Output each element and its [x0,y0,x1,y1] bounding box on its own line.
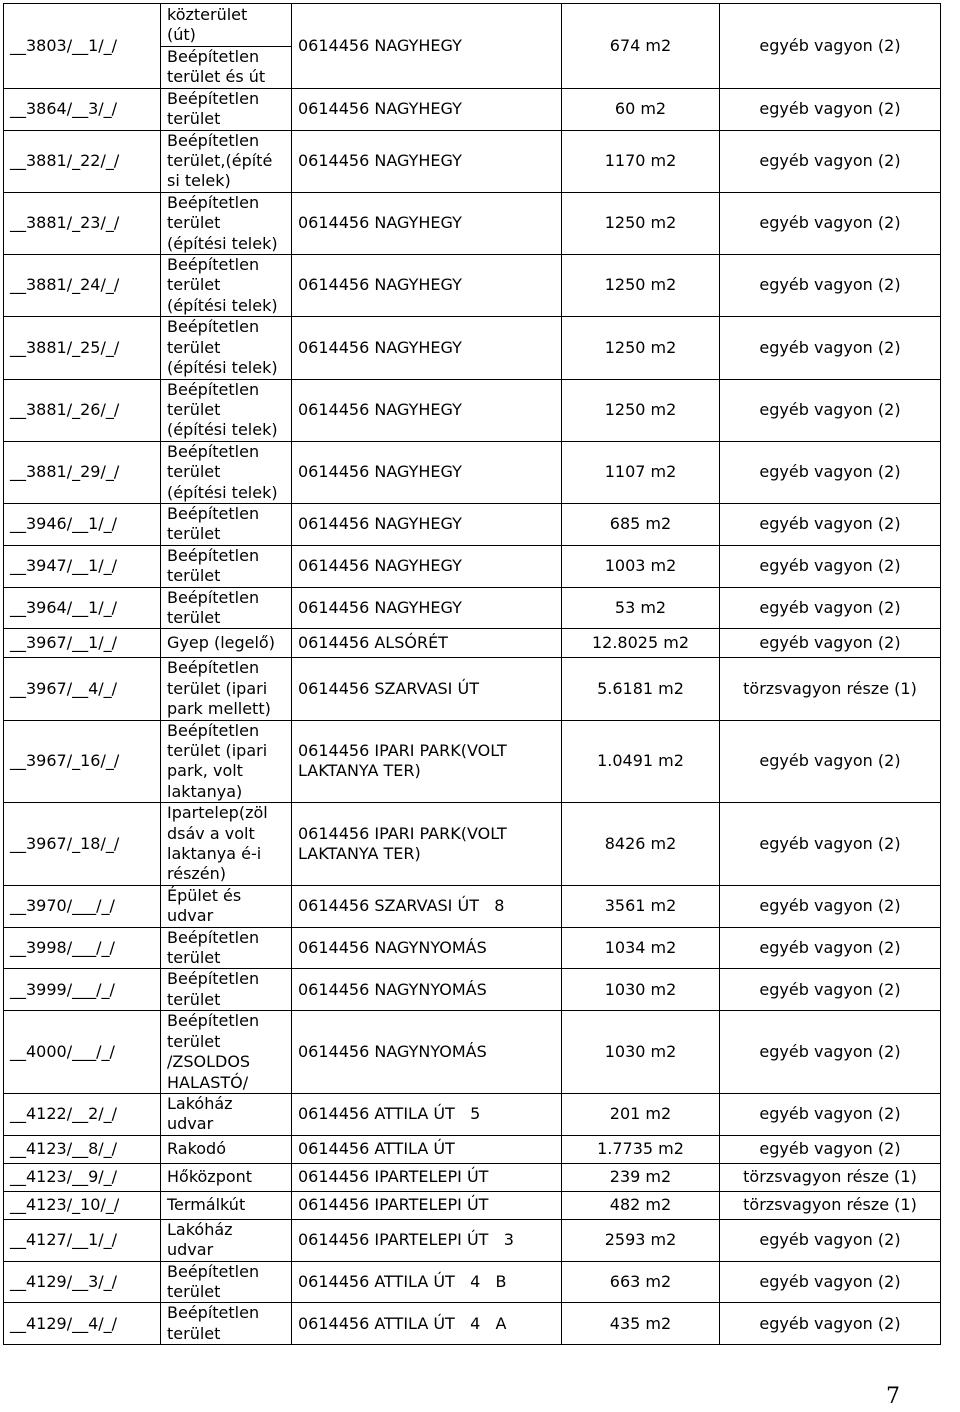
parcel-number-cell: __3999/___/_/ [4,969,161,1011]
location-cell: 0614456 NAGYHEGY [292,441,562,503]
area-cell: 1030 m2 [562,969,720,1011]
parcel-number-cell: __3970/___/_/ [4,885,161,927]
table-row [4,545,941,587]
land-use-cell: Beépítetlen terület (ipari park mellett) [161,658,292,720]
location-cell: 0614456 NAGYHEGY [292,317,562,379]
land-use-cell: Ipartelep(zöl dsáv a volt laktanya é-i részén) [161,803,292,886]
location-cell: 0614456 NAGYHEGY [292,255,562,317]
location-cell: 0614456 SZARVASI ÚT 8 [292,885,562,927]
table-row [4,192,941,254]
land-use-cell: Beépítetlen terület és út [161,47,292,89]
table-row [4,803,941,886]
area-cell: 12.8025 m2 [562,629,720,658]
table-row [4,503,941,545]
category-cell: egyéb vagyon (2) [720,803,941,886]
land-use-cell: Beépítetlen terület (ipari park, volt laktanya) [161,720,292,803]
location-cell: 0614456 IPARTELEPI ÚT [292,1163,562,1191]
table-row [4,317,941,379]
land-use-cell: Beépítetlen terület [161,969,292,1011]
table-row [4,720,941,803]
category-cell: egyéb vagyon (2) [720,1093,941,1135]
parcel-number-cell: __3881/_22/_/ [4,130,161,192]
area-cell: 1.0491 m2 [562,720,720,803]
category-cell: törzsvagyon része (1) [720,1163,941,1191]
category-cell: törzsvagyon része (1) [720,1191,941,1219]
table-row [4,88,941,130]
table-row [4,1261,941,1303]
area-cell: 201 m2 [562,1093,720,1135]
table-row [4,130,941,192]
parcel-number-cell: __3881/_29/_/ [4,441,161,503]
parcel-number-cell: __4127/__1/_/ [4,1219,161,1261]
category-cell: egyéb vagyon (2) [720,88,941,130]
parcel-number-cell: __3967/__1/_/ [4,629,161,658]
parcel-number-cell: __3967/_16/_/ [4,720,161,803]
land-use-cell: Lakóház udvar [161,1093,292,1135]
location-cell: 0614456 NAGYHEGY [292,503,562,545]
category-cell: egyéb vagyon (2) [720,1219,941,1261]
category-cell: egyéb vagyon (2) [720,1135,941,1163]
parcel-number-cell: __3946/__1/_/ [4,503,161,545]
land-use-cell: Beépítetlen terület /ZSOLDOS HALASTÓ/ [161,1011,292,1094]
area-cell: 1030 m2 [562,1011,720,1094]
area-cell: 685 m2 [562,503,720,545]
category-cell: egyéb vagyon (2) [720,587,941,629]
table-row [4,885,941,927]
parcel-number-cell: __4000/___/_/ [4,1011,161,1094]
table-row [4,1219,941,1261]
table-row [4,969,941,1011]
parcel-number-cell: __3881/_24/_/ [4,255,161,317]
table-row [4,1011,941,1094]
location-cell: 0614456 IPARI PARK(VOLT LAKTANYA TER) [292,720,562,803]
parcel-number-cell: __3964/__1/_/ [4,587,161,629]
location-cell: 0614456 ATTILA ÚT 4 B [292,1261,562,1303]
table-row [4,658,941,720]
table-row [4,1163,941,1191]
parcel-number-cell: __3967/_18/_/ [4,803,161,886]
parcel-number-cell: __3967/__4/_/ [4,658,161,720]
parcel-number-cell: __4123/__9/_/ [4,1163,161,1191]
table-row [4,1191,941,1219]
category-cell: egyéb vagyon (2) [720,130,941,192]
area-cell: 1250 m2 [562,192,720,254]
location-cell: 0614456 ATTILA ÚT 4 A [292,1303,562,1345]
land-use-cell: Beépítetlen terület [161,545,292,587]
land-use-cell: Beépítetlen terület (építési telek) [161,255,292,317]
land-use-cell: Termálkút [161,1191,292,1219]
area-cell: 663 m2 [562,1261,720,1303]
location-cell: 0614456 IPARI PARK(VOLT LAKTANYA TER) [292,803,562,886]
land-use-cell: Rakodó [161,1135,292,1163]
location-cell: 0614456 ALSÓRÉT [292,629,562,658]
location-cell: 0614456 NAGYNYOMÁS [292,1011,562,1094]
land-use-cell: Beépítetlen terület (építési telek) [161,192,292,254]
land-use-cell: Beépítetlen terület (építési telek) [161,379,292,441]
table-row [4,587,941,629]
location-cell: 0614456 ATTILA ÚT 5 [292,1093,562,1135]
category-cell: egyéb vagyon (2) [720,927,941,969]
land-use-cell: Gyep (legelő) [161,629,292,658]
category-cell: egyéb vagyon (2) [720,379,941,441]
table-row [4,255,941,317]
parcel-number-cell: __3998/___/_/ [4,927,161,969]
land-use-cell: Beépítetlen terület [161,1261,292,1303]
area-cell: 5.6181 m2 [562,658,720,720]
parcel-number-cell: __3881/_23/_/ [4,192,161,254]
location-cell: 0614456 IPARTELEPI ÚT [292,1191,562,1219]
area-cell: 1003 m2 [562,545,720,587]
area-cell: 8426 m2 [562,803,720,886]
area-cell: 239 m2 [562,1163,720,1191]
category-cell: egyéb vagyon (2) [720,503,941,545]
area-cell: 1034 m2 [562,927,720,969]
table-row [4,927,941,969]
location-cell: 0614456 NAGYHEGY [292,545,562,587]
table-row [4,1093,941,1135]
category-cell: egyéb vagyon (2) [720,545,941,587]
parcel-number-cell: __3881/_25/_/ [4,317,161,379]
category-cell: egyéb vagyon (2) [720,4,941,89]
category-cell: egyéb vagyon (2) [720,1303,941,1345]
location-cell: 0614456 ATTILA ÚT [292,1135,562,1163]
table-row [4,379,941,441]
location-cell: 0614456 NAGYNYOMÁS [292,969,562,1011]
area-cell: 60 m2 [562,88,720,130]
location-cell: 0614456 IPARTELEPI ÚT 3 [292,1219,562,1261]
area-cell: 3561 m2 [562,885,720,927]
land-use-cell: Beépítetlen terület [161,1303,292,1345]
category-cell: egyéb vagyon (2) [720,317,941,379]
category-cell: egyéb vagyon (2) [720,255,941,317]
table-row [4,1135,941,1163]
land-use-cell: Lakóház udvar [161,1219,292,1261]
area-cell: 482 m2 [562,1191,720,1219]
land-use-cell: Épület és udvar [161,885,292,927]
location-cell: 0614456 NAGYHEGY [292,192,562,254]
land-use-cell: Beépítetlen terület (építési telek) [161,441,292,503]
category-cell: egyéb vagyon (2) [720,720,941,803]
area-cell: 674 m2 [562,4,720,89]
parcel-number-cell: __3864/__3/_/ [4,88,161,130]
category-cell: egyéb vagyon (2) [720,192,941,254]
land-use-cell: Beépítetlen terület,(építé si telek) [161,130,292,192]
table-row [4,1303,941,1345]
category-cell: egyéb vagyon (2) [720,885,941,927]
parcel-number-cell: __3803/__1/_/ [4,4,161,89]
location-cell: 0614456 NAGYHEGY [292,587,562,629]
category-cell: egyéb vagyon (2) [720,441,941,503]
area-cell: 2593 m2 [562,1219,720,1261]
area-cell: 435 m2 [562,1303,720,1345]
parcel-number-cell: __3947/__1/_/ [4,545,161,587]
land-use-cell: Hőközpont [161,1163,292,1191]
land-use-cell: Beépítetlen terület [161,88,292,130]
area-cell: 1170 m2 [562,130,720,192]
location-cell: 0614456 SZARVASI ÚT [292,658,562,720]
category-cell: egyéb vagyon (2) [720,969,941,1011]
table-row [4,441,941,503]
parcel-number-cell: __4129/__3/_/ [4,1261,161,1303]
area-cell: 1250 m2 [562,317,720,379]
parcel-number-cell: __3881/_26/_/ [4,379,161,441]
land-use-cell: Beépítetlen terület [161,587,292,629]
area-cell: 1250 m2 [562,379,720,441]
location-cell: 0614456 NAGYHEGY [292,88,562,130]
category-cell: egyéb vagyon (2) [720,1261,941,1303]
category-cell: törzsvagyon része (1) [720,658,941,720]
category-cell: egyéb vagyon (2) [720,1011,941,1094]
area-cell: 1.7735 m2 [562,1135,720,1163]
location-cell: 0614456 NAGYHEGY [292,379,562,441]
parcel-number-cell: __4122/__2/_/ [4,1093,161,1135]
parcel-number-cell: __4129/__4/_/ [4,1303,161,1345]
category-cell: egyéb vagyon (2) [720,629,941,658]
land-use-cell: Beépítetlen terület [161,927,292,969]
area-cell: 1250 m2 [562,255,720,317]
property-register-table [3,3,941,1345]
location-cell: 0614456 NAGYHEGY [292,130,562,192]
land-use-cell: közterület (út) [161,4,292,47]
table-row [4,629,941,658]
location-cell: 0614456 NAGYHEGY [292,4,562,89]
land-use-cell: Beépítetlen terület [161,503,292,545]
area-cell: 1107 m2 [562,441,720,503]
page-number: 7 [886,1384,900,1409]
area-cell: 53 m2 [562,587,720,629]
land-use-cell: Beépítetlen terület (építési telek) [161,317,292,379]
parcel-number-cell: __4123/_10/_/ [4,1191,161,1219]
table-row [4,4,941,47]
location-cell: 0614456 NAGYNYOMÁS [292,927,562,969]
parcel-number-cell: __4123/__8/_/ [4,1135,161,1163]
property-register-body [4,4,941,1345]
